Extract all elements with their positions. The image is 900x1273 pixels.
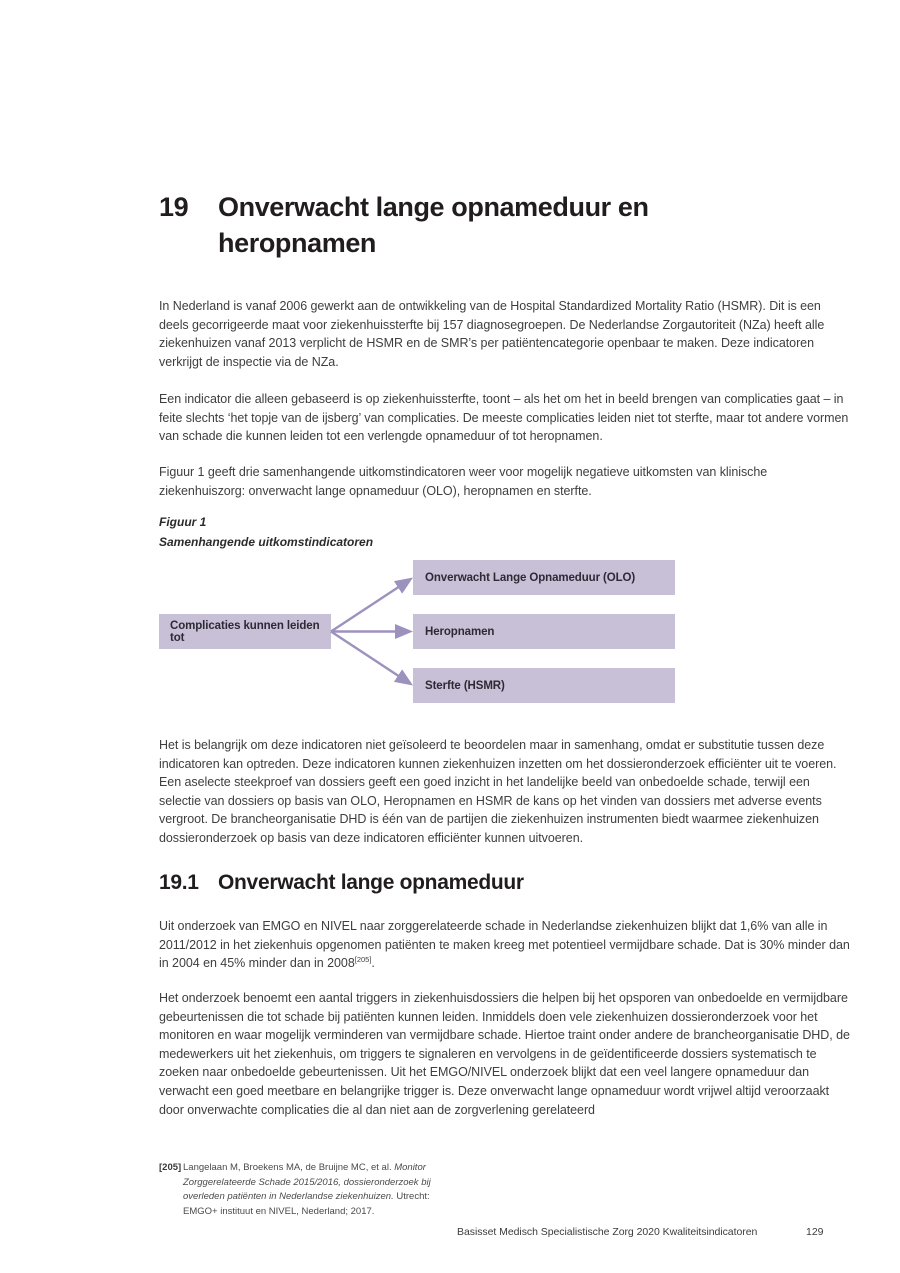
diagram-target-box-heropnamen <box>413 614 675 649</box>
paragraph-section-1 <box>159 917 851 973</box>
paragraph-intro-3: Figuur 1 geeft drie samenhangende uitkomstindicatoren weer voor mogelijk negatieve uitkomsten van klinische ziekenhuiszorg: onverwacht lange opnameduur (OLO), heropnamen en sterfte. <box>159 465 768 498</box>
chapter-title: Onverwacht lange opnameduur en heropnamen <box>218 192 649 258</box>
section-number: 19.1 <box>159 871 199 894</box>
diagram-target-label-olo: Onverwacht Lange Opnameduur (OLO) <box>425 571 636 584</box>
paragraph-section-2: Het onderzoek benoemt een aantal triggers in ziekenhuisdossiers die helpen bij het opsporen van onbedoelde en vermijdbare gebeurtenissen die tot schade bij patiënten kunnen leiden. Inmiddels doen vele ziekenhuizen dossieronderzoek voor het monitoren en waar mogelijk verminderen van vermijdbare schade. Hiertoe traint onder andere de brancheorganisatie DHD, de medewerkers uit het ziekenhuis, om triggers te signaleren en vervolgens in de geïdentificeerde dossiers systematisch te zoeken naar onbedoelde gebeurtenissen. Uit het EMGO/NIVEL onderzoek blijkt dat een veel langere opnameduur dan verwacht een goed meetbare en belangrijke trigger is. Deze onverwacht lange opnameduur wordt vrijwel altijd veroorzaakt door onverwachte complicaties die al dan niet aan de zorgverlening gerelateerd <box>159 991 850 1117</box>
section-title: Onverwacht lange opnameduur <box>218 871 524 894</box>
footer-document-title: Basisset Medisch Specialistische Zorg 2020 Kwaliteitsindicatoren <box>457 1226 758 1238</box>
diagram-target-label-sterfte: Sterfte (HSMR) <box>425 679 505 692</box>
paragraph-intro-2: Een indicator die alleen gebaseerd is op ziekenhuissterfte, toont – als het om het in beeld brengen van complicaties gaat – in feite slechts ‘het topje van de ijsberg’ van complicaties. De meeste complicaties leiden niet tot sterfte, maar tot andere vormen van schade die kunnen leiden tot een verlengde opnameduur of tot heropnamen. <box>159 392 849 444</box>
footnote-reference: [205] <box>354 955 372 965</box>
footnote-text-authors: Langelaan M, Broekens MA, de Bruijne MC, et al. <box>183 1162 395 1173</box>
diagram-source-box <box>159 614 331 649</box>
paragraph-intro-1: In Nederland is vanaf 2006 gewerkt aan de ontwikkeling van de Hospital Standardized Mortality Ratio (HSMR). Dit is een deels gecorrigeerde maat voor ziekenhuissterfte bij 157 diagnosegroepen. De Nederlandse Zorgautoriteit (NZa) heeft alle ziekenhuizen vanaf 2013 verplicht de HSMR en de SMR’s per patiëntencategorie openbaar te maken. Deze indicatoren verkrijgt de inspectie via de NZa. <box>159 299 825 369</box>
chapter-heading <box>159 189 798 261</box>
arrow-to-olo-icon <box>331 586 401 632</box>
figure-caption-label: Figuur 1 <box>159 515 207 529</box>
diagram-source-label: Complicaties kunnen leiden tot <box>170 619 320 644</box>
figure-caption <box>159 513 373 552</box>
arrow-to-sterfte-icon <box>331 632 401 678</box>
footer-page-number: 129 <box>806 1226 824 1238</box>
footnote-text-publisher: Utrecht: EMGO+ instituut en NIVEL, Nederland; 2017. <box>183 1191 430 1217</box>
footnote <box>159 1161 464 1219</box>
chapter-number: 19 <box>159 192 189 222</box>
paragraph-after-figure: Het is belangrijk om deze indicatoren niet geïsoleerd te beoordelen maar in samenhang, omdat er substitutie tussen deze indicatoren kan optreden. Deze indicatoren kunnen ziekenhuizen inzetten om het dossieronderzoek efficiënter uit te voeren. Een aselecte steekproef van dossiers geeft een goed inzicht in het landelijke beeld van onbedoelde schade, terwijl een selectie van dossiers op basis van OLO, Heropnamen en HSMR de kans op het vinden van dossiers met adverse events vergroot. De brancheorganisatie DHD is één van de partijen die ziekenhuizen instrumenten biedt waarmee ziekenhuizen dossieronderzoek op basis van deze indicatoren efficiënter kunnen uitvoeren. <box>159 738 837 845</box>
paragraph-section-1-end: . <box>371 956 375 971</box>
footnote-text-title: Monitor Zorggerelateerde Schade 2015/2016, dossieronderzoek bij overleden patiënten in Nederlandse ziekenhuizen. <box>183 1162 431 1203</box>
diagram-target-box-sterfte <box>413 668 675 703</box>
footnote-marker: [205] <box>159 1162 182 1173</box>
diagram-arrows <box>320 550 420 713</box>
diagram-target-box-olo <box>413 560 675 595</box>
diagram-target-label-heropnamen: Heropnamen <box>425 625 495 638</box>
figure-caption-title: Samenhangende uitkomstindicatoren <box>159 534 374 549</box>
section-heading <box>159 869 524 896</box>
paragraph-section-1-text: Uit onderzoek van EMGO en NIVEL naar zorggerelateerde schade in Nederlandse ziekenhuizen blijkt dat 1,6% van alle in 2011/2012 in het ziekenhuis opgenomen patiënten te maken kreeg met potentieel vermijdbare schade. Dat is 30% minder dan in 2004 en 45% minder dan in 2008 <box>159 919 850 971</box>
